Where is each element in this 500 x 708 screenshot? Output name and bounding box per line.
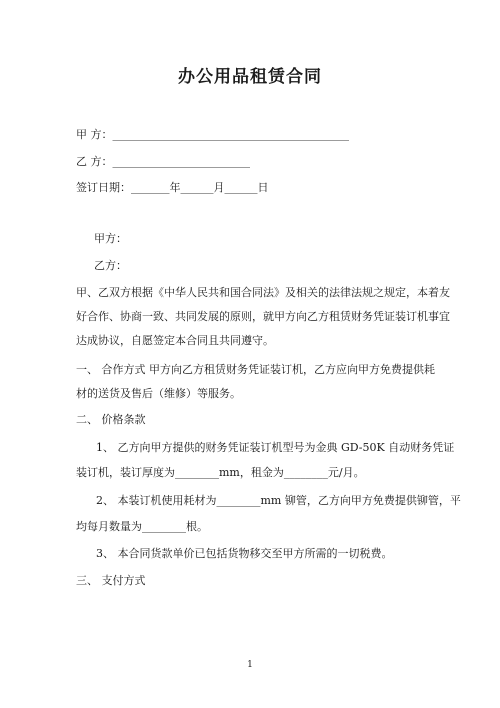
party-b-signature-label: 乙方：	[94, 259, 127, 272]
party-a-signature-label: 甲方：	[94, 232, 127, 245]
sign-date-line: 签订日期：_______年______月______日	[76, 181, 269, 194]
clause-2-line-2: 均每月数量为________根。	[76, 520, 208, 533]
page-number: 1	[247, 660, 253, 670]
clause-3-line: 3、 本合同货款单价已包括货物移交至甲方所需的一切税费。	[96, 547, 393, 560]
section-2-heading: 二、 价格条款	[76, 413, 146, 426]
intro-line-3: 达成协议，自愿签定本合同且共同遵守。	[76, 334, 274, 347]
section-3-heading: 三、 支付方式	[76, 574, 146, 587]
document-title: 办公用品租赁合同	[178, 67, 322, 87]
intro-line-2: 好合作、协商一致、共同发展的原则，就甲方向乙方租赁财务凭证装订机事宜	[76, 310, 450, 323]
party-b-line: 乙 方：_________________________	[76, 155, 250, 168]
clause-1-line-2: 装订机，装订厚度为________mm，租金为________元/月。	[76, 466, 365, 479]
clause-1-line-1: 1、 乙方向甲方提供的财务凭证装订机型号为金典 GD-50K 自动财务凭证	[96, 441, 455, 454]
intro-line-1: 甲、乙双方根据《中华人民共和国合同法》及相关的法律法规之规定，本着友	[76, 286, 450, 299]
section-1-line-1: 一、 合作方式 甲方向乙方租赁财务凭证装订机，乙方应向甲方免费提供耗	[76, 363, 435, 376]
clause-2-line-1: 2、 本装订机使用耗材为________mm 铆管，乙方向甲方免费提供铆管，平	[96, 494, 461, 507]
party-a-line: 甲 方：___________________________________________	[76, 128, 349, 141]
section-1-line-2: 材的送货及售后（维修）等服务。	[76, 387, 241, 400]
